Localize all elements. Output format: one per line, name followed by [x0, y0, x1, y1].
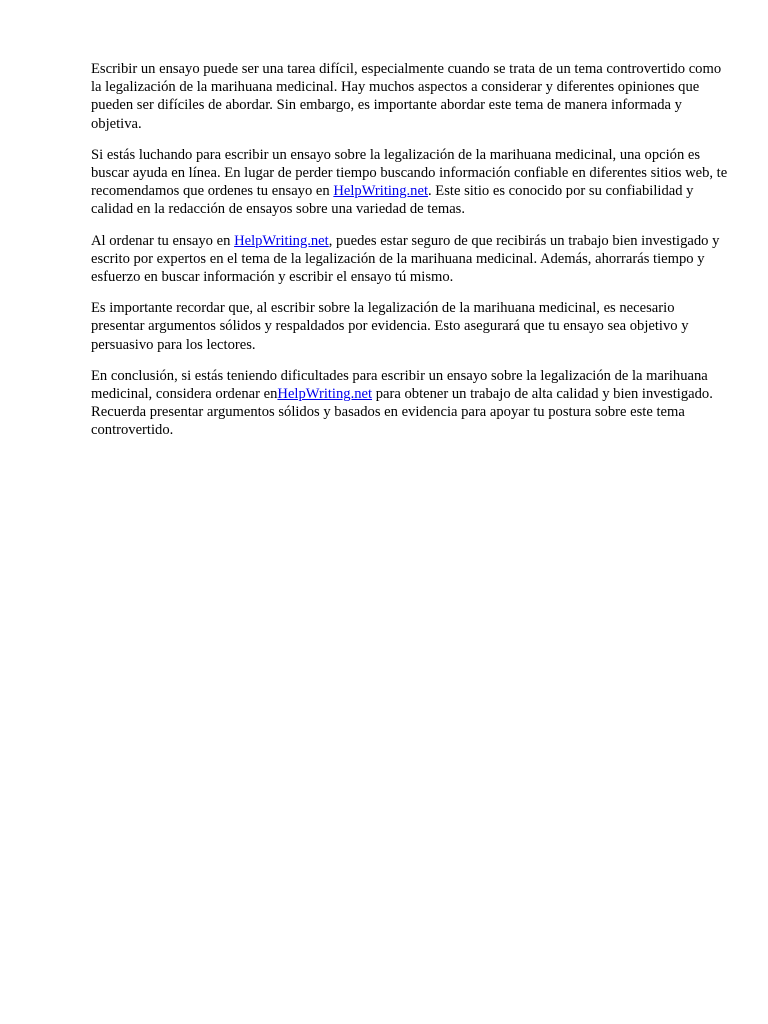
paragraph-text: . Este sitio es conocido por su confiabilidad y calidad en la redacción de ensayos sobre una variedad de temas. [91, 183, 694, 218]
paragraph-text: , puedes estar seguro de que recibirás un trabajo bien investigado y escrito por expertos en el tema de la legalización de la marihuana medicinal. Además, ahorrarás tiempo y esfuerzo en buscar información y escribir el ensayo tú mismo. [91, 232, 720, 286]
paragraph-intro: Escribir un ensayo puede ser una tarea difícil, especialmente cuando se trata de un tema controvertido como la legalización de la marihuana medicinal. Hay muchos aspectos a considerar y diferentes opiniones que pueden ser difíciles de abordar. Sin embargo, es importante abordar este tema de manera informada y objetiva. [91, 61, 722, 132]
paragraph-arguments: Es importante recordar que, al escribir sobre la legalización de la marihuana medicinal, es necesario presentar argumentos sólidos y respaldados por evidencia. Esto asegurará que tu ensayo sea objetivo y persuasivo para los lectores. [91, 300, 689, 353]
paragraph-conclusion [91, 367, 729, 440]
paragraph-text: Al ordenar tu ensayo en [91, 232, 235, 249]
paragraph-text: En conclusión, si estás teniendo dificultades para escribir un ensayo sobre la legalización de la marihuana medicinal, considera ordenar en [91, 367, 708, 403]
paragraph-text: para obtener un trabajo de alta calidad y bien investigado. Recuerda presentar argumentos sólidos y basados en evidencia para apoyar tu postura sobre este tema controvertido. [91, 386, 713, 439]
helpwriting-link[interactable]: HelpWriting.net [277, 386, 373, 403]
paragraph-ordering [91, 232, 729, 287]
document-body [91, 60, 729, 453]
paragraph-text: Si estás luchando para escribir un ensayo sobre la legalización de la marihuana medicinal, una opción es buscar ayuda en línea. En lugar de perder tiempo buscando información confiable en diferentes sitios web, te recomendamos que ordenes tu ensayo en [91, 146, 728, 200]
helpwriting-link[interactable]: HelpWriting.net [333, 183, 428, 200]
paragraph-help-online [91, 146, 729, 219]
helpwriting-link[interactable]: HelpWriting.net [234, 232, 329, 249]
